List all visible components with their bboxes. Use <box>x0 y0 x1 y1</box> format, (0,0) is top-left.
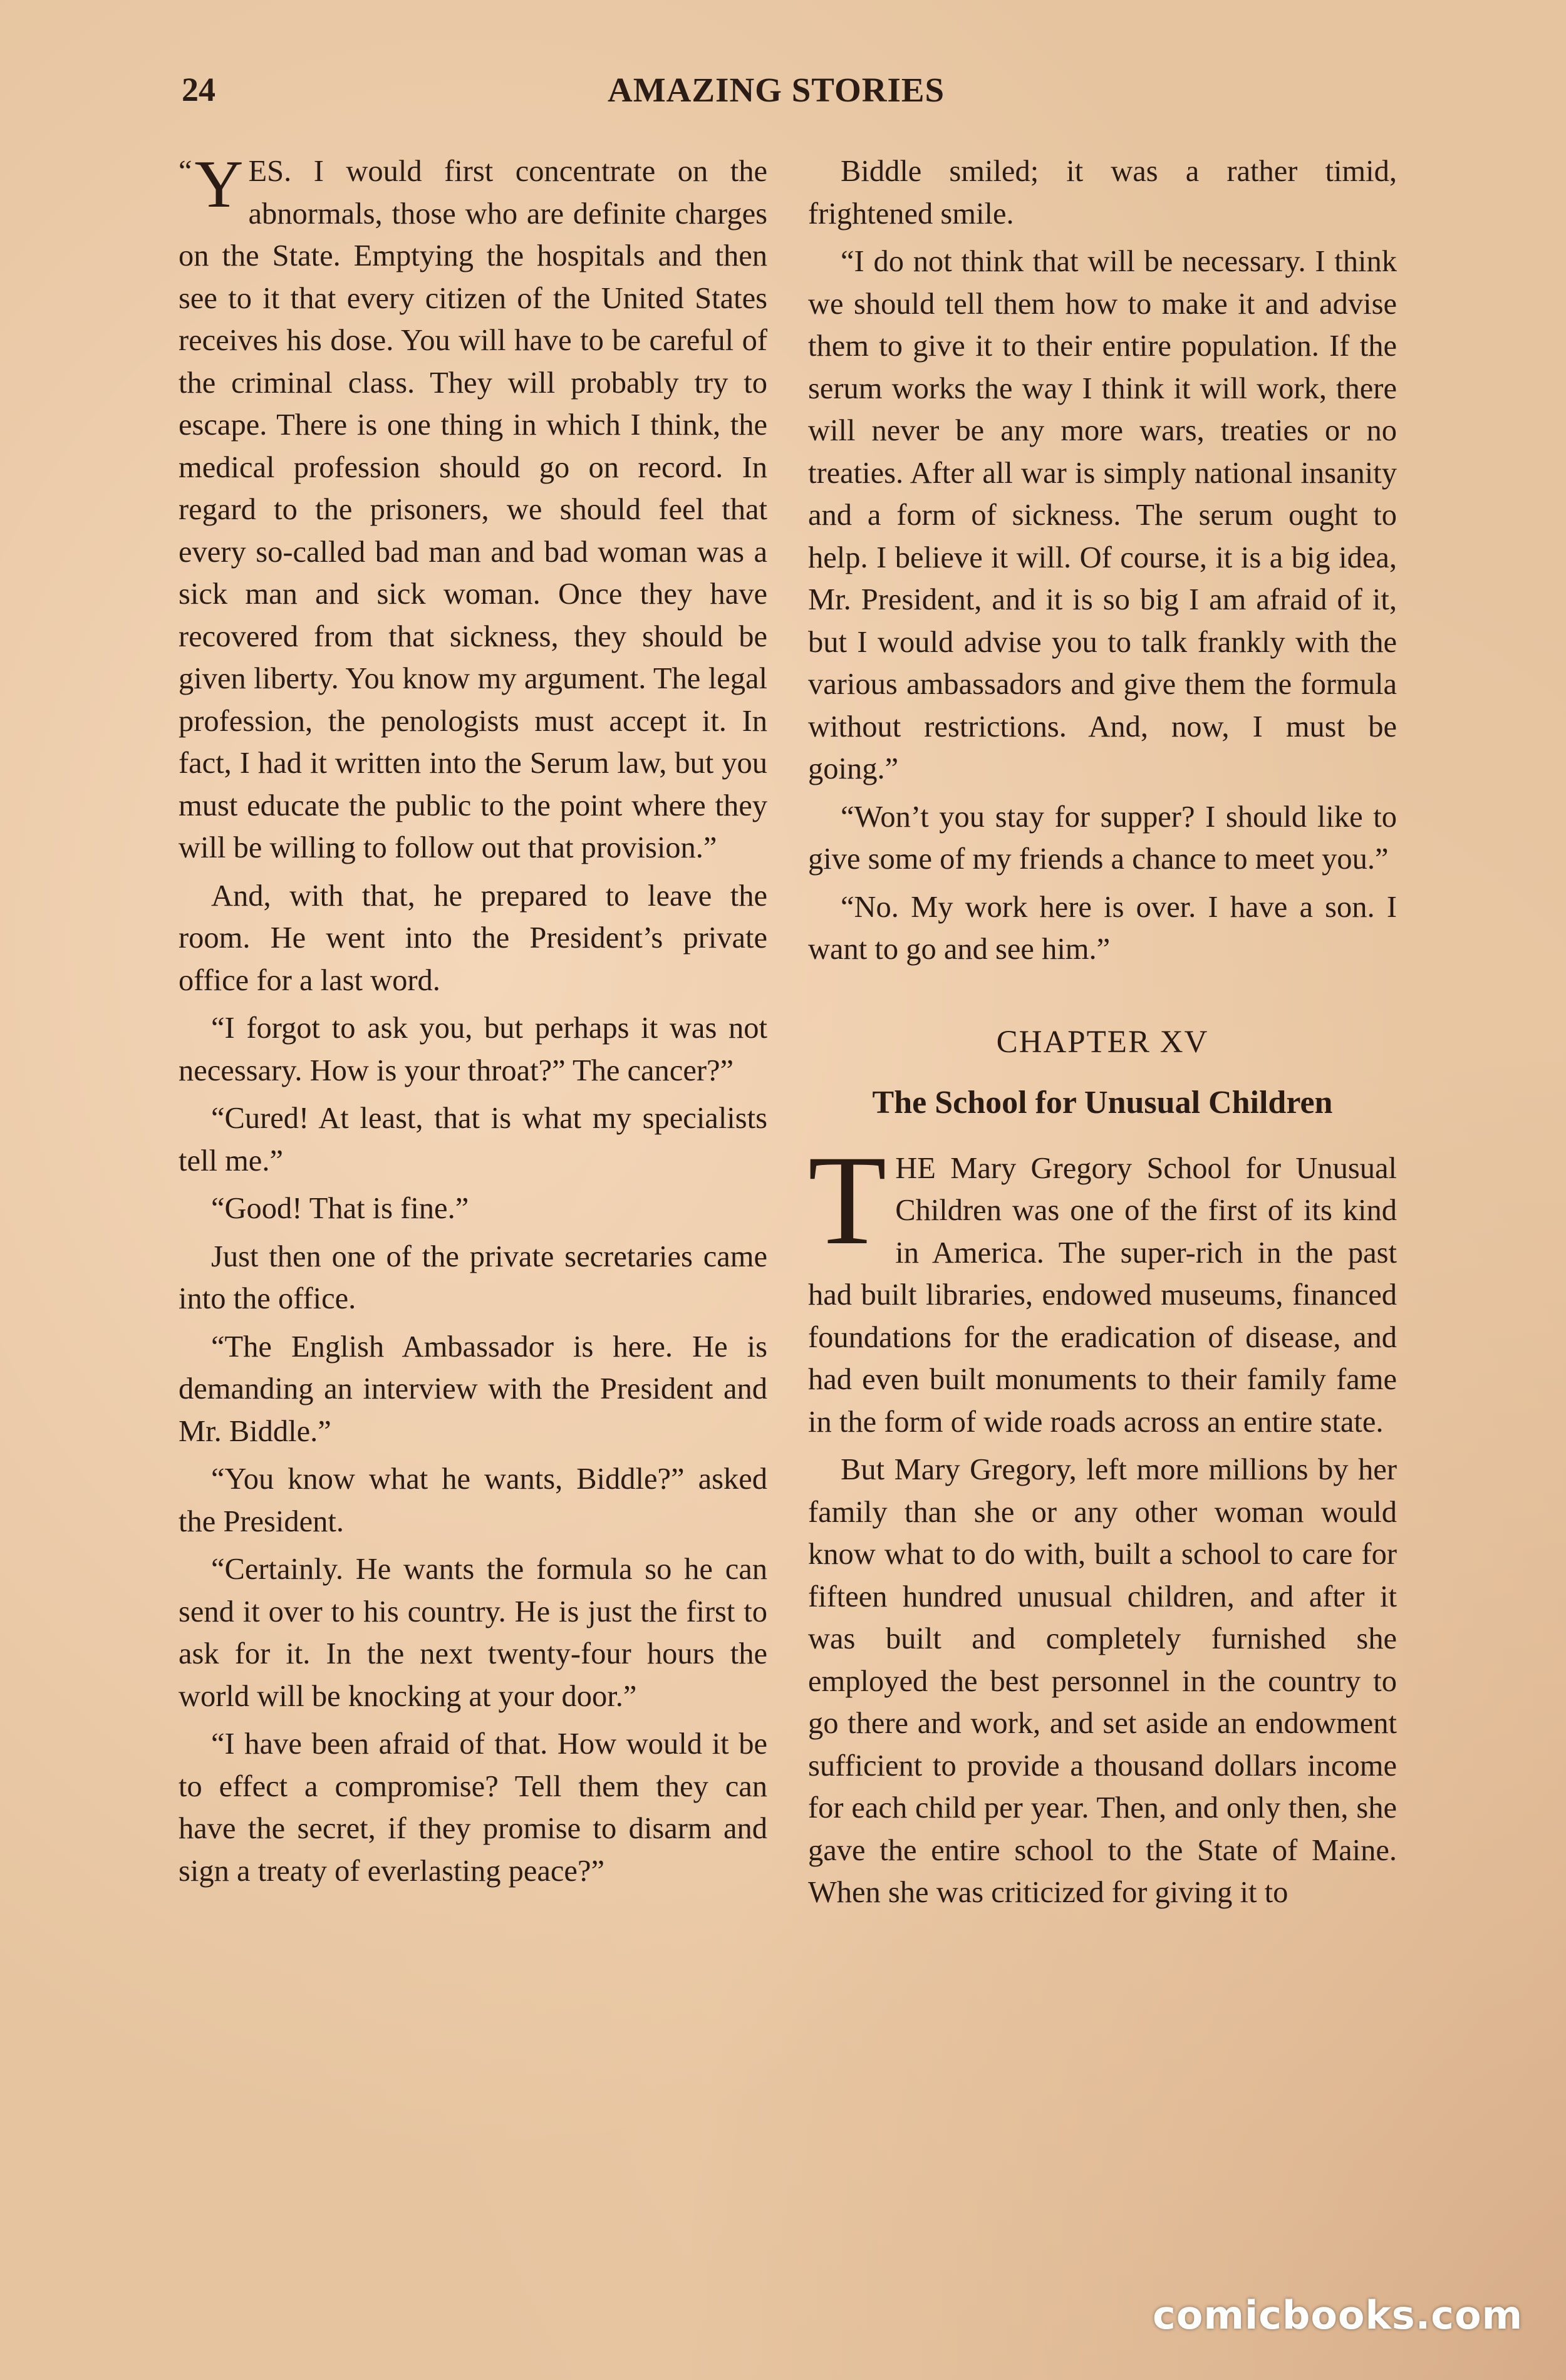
paragraph: But Mary Gregory, left more millions by her family than she or any other woman would know what to do with, built a school to care for fifteen hundred unusual children, and after it was built and completely furnished she employed the best personnel in the country to go there and work, and set aside an endowment sufficient to provide a thousand dollars income for each child per year. Then, and only then, she gave the entire school to the State of Maine. When she was criticized for giving it to <box>808 1453 1397 1909</box>
drop-cap: Y <box>194 147 244 222</box>
right-column <box>808 150 1397 2173</box>
running-head: AMAZING STORIES <box>608 71 945 109</box>
open-quote: “ <box>179 155 192 188</box>
chapter-number: CHAPTER XV <box>996 1024 1209 1060</box>
paragraph: “Certainly. He wants the formula so he can send it over to his country. He is just the first to ask for it. In the next twenty-four hours the world will be knocking at your door.” <box>179 1553 767 1713</box>
paragraph: Just then one of the private secretaries came into the office. <box>179 1239 767 1315</box>
paragraph: “I forgot to ask you, but perhaps it was not necessary. How is your throat?” The cancer?” <box>179 1011 767 1087</box>
paragraph: Biddle smiled; it was a rather timid, frightened smile. <box>808 155 1397 230</box>
page-number: 24 <box>182 71 215 108</box>
paragraph: “No. My work here is over. I have a son. I want to go and see him.” <box>808 890 1397 966</box>
paragraph: “I have been afraid of that. How would it be to effect a compromise? Tell them they can have the secret, if they promise to disarm and sign a treaty of everlasting peace?” <box>179 1727 767 1888</box>
paragraph: “Cured! At least, that is what my specialists tell me.” <box>179 1102 767 1177</box>
watermark: comicbooks.com <box>1153 2292 1523 2338</box>
paragraph <box>808 1129 1397 1444</box>
paragraph: And, with that, he prepared to leave the room. He went into the President’s private office for a last word. <box>179 879 767 997</box>
drop-cap: T <box>808 1129 887 1271</box>
paragraph-text: HE Mary Gregory School for Unusual Children was one of the first of its kind in America. The super-rich in the past had built libraries, endowed museums, financed foundations for the eradication of disease, and had even built monuments to their family fame in the form of wide roads across an entire state. <box>808 1151 1397 1439</box>
paragraph: “Good! That is fine.” <box>211 1192 469 1225</box>
chapter-title: The School for Unusual Children <box>872 1084 1333 1120</box>
paragraph: “The English Ambassador is here. He is demanding an interview with the President and Mr. Biddle.” <box>179 1330 767 1448</box>
left-column <box>179 147 767 2173</box>
paragraph <box>179 147 767 869</box>
paragraph: “I do not think that will be necessary. I think we should tell them how to make it and advise them to give it to their entire population. If the serum works the way I think it will work, there will never be any more wars, treaties or no treaties. After all war is simply national insanity and a form of sickness. The serum ought to help. I believe it will. Of course, it is a big idea, Mr. President, and it is so big I am afraid of it, but I would advise you to talk frankly with the various ambassadors and give them the formula without restrictions. And, now, I must be going.” <box>808 245 1397 785</box>
paragraph: “Won’t you stay for supper? I should like to give some of my friends a chance to meet you.” <box>808 800 1397 876</box>
paragraph: “You know what he wants, Biddle?” asked the President. <box>179 1462 767 1538</box>
paragraph-text: ES. I would first concentrate on the abnormals, those who are definite charges on the State. Emptying the hospitals and then see to it that every citizen of the United States receives his dose. You will have to be careful of the criminal class. They will probably try to escape. There is one thing in which I think, the medical profession should go on record. In regard to the prisoners, we should feel that every so-called bad man and bad woman was a sick man and sick woman. Once they have recovered from that sickness, they should be given liberty. You know my argument. The legal profession, the penologists must accept it. In fact, I had it written into the Serum law, but you must educate the public to the point where they will be willing to follow out that provision.” <box>179 155 767 864</box>
page-header <box>182 70 1400 127</box>
